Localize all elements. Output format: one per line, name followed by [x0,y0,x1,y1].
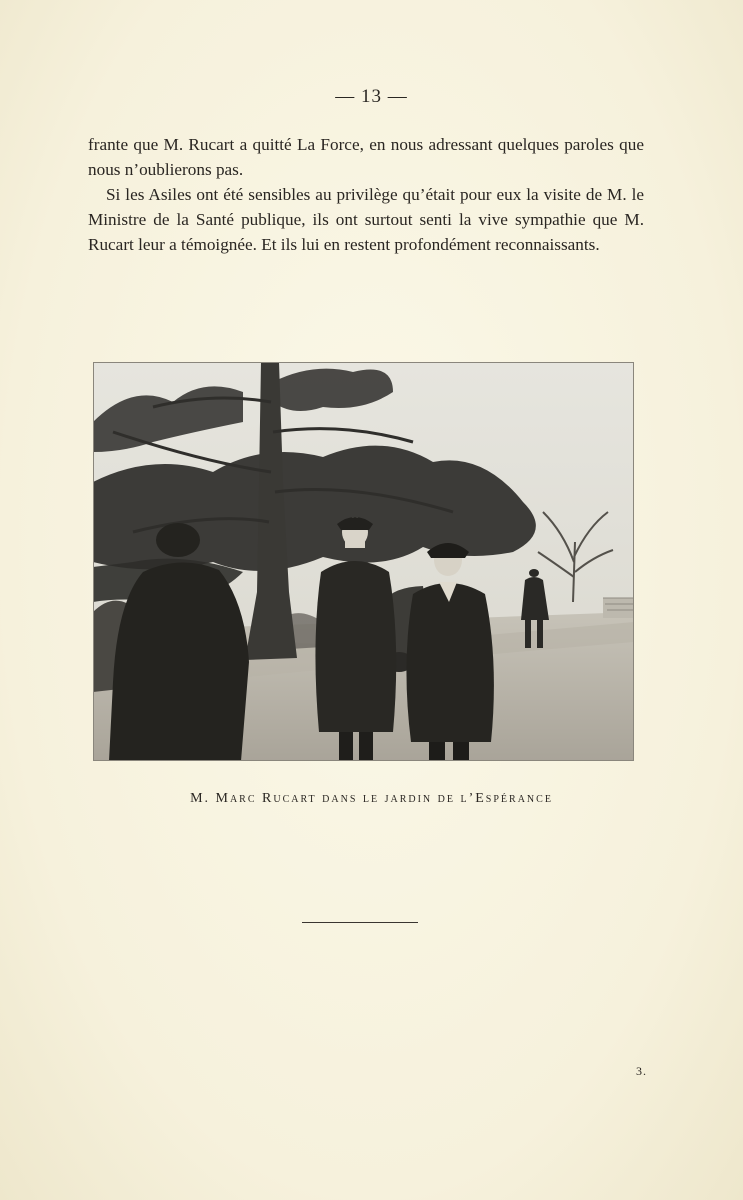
photo-caption: M. Marc Rucart dans le jardin de l’Espérance [190,791,553,806]
photograph [93,362,634,761]
page-number: — 13 — [335,86,408,107]
section-divider [302,922,418,923]
body-text [88,132,644,257]
signature-mark: 3. [636,1064,647,1078]
paragraph: Si les Asiles ont été sensibles au privilège qu’était pour eux la visite de M. le Ministre de la Santé publique, ils ont surtout senti la vive sympathie que M. Rucart leur a témoignée. Et ils lui en restent profondément reconnaissants. [88,185,644,254]
paragraph: frante que M. Rucart a quitté La Force, en nous adressant quelques paroles que nous n’oublierons pas. [88,135,644,179]
garden-photo-illustration [93,362,634,761]
